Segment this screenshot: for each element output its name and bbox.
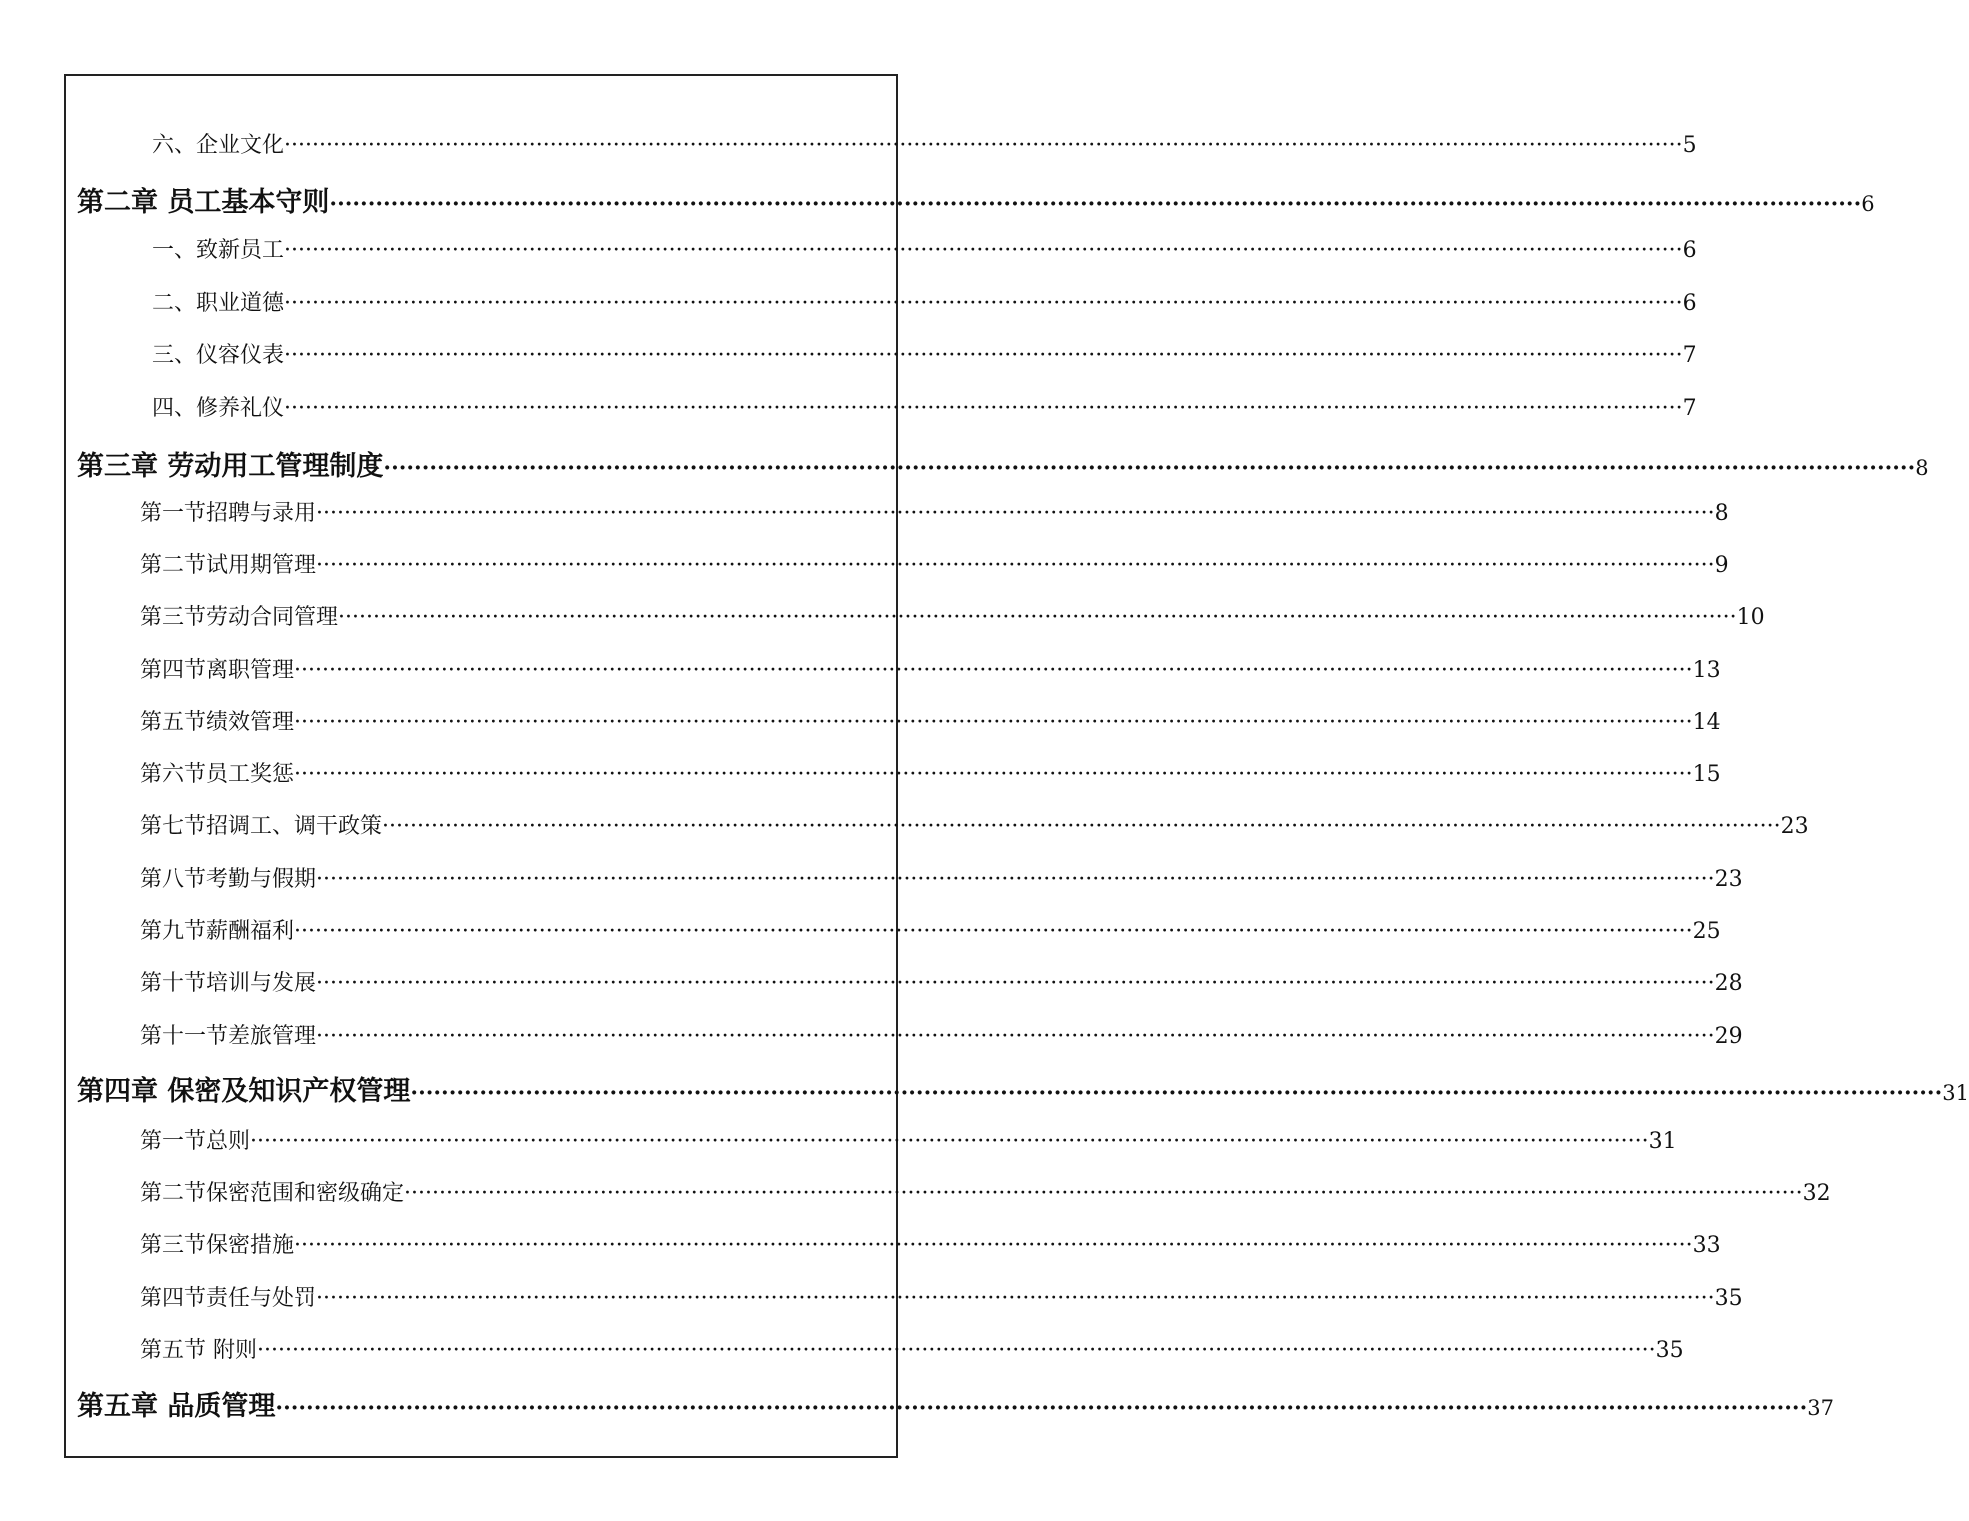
- toc-leader-dots: ········································································································································································································: [316, 1024, 1715, 1049]
- toc-leader-dots: ········································································································································································································: [284, 291, 1683, 316]
- toc-page-number: 7: [1682, 396, 1697, 421]
- toc-leader-dots: ········································································································································································································: [294, 710, 1693, 735]
- toc-entry-label: 一、致新员工: [152, 238, 285, 263]
- toc-leader-dots: ········································································································································································································: [316, 553, 1715, 578]
- toc-entry[interactable]: [140, 914, 1721, 945]
- toc-leader-dots: ········································································································································································································: [383, 455, 1916, 481]
- toc-leader-dots: ········································································································································································································: [404, 1181, 1803, 1206]
- toc-entry-label: 第三节劳动合同管理: [140, 605, 339, 630]
- toc-leader-dots: ········································································································································································································: [284, 133, 1683, 158]
- toc-entry-label: 第四节离职管理: [140, 658, 295, 683]
- toc-entry-label: 第七节招调工、调干政策: [140, 814, 383, 839]
- toc-entry-label: 第一节总则: [140, 1129, 251, 1154]
- toc-entry-label: 第五节 附则: [140, 1338, 257, 1363]
- toc-entry-label: 第四节责任与处罚: [140, 1286, 317, 1311]
- toc-entry[interactable]: [140, 1176, 1831, 1207]
- toc-page-number: 5: [1682, 133, 1697, 158]
- toc-leader-dots: ········································································································································································································: [294, 1233, 1693, 1258]
- toc-page-number: 33: [1692, 1233, 1721, 1258]
- toc-entry[interactable]: [140, 496, 1729, 527]
- toc-entry-label: 四、修养礼仪: [152, 396, 285, 421]
- toc-page-number: 6: [1861, 192, 1875, 216]
- toc-entry[interactable]: [140, 548, 1729, 579]
- toc-leader-dots: ········································································································································································································: [329, 191, 1862, 217]
- toc-entry[interactable]: [140, 1333, 1684, 1364]
- toc-chapter-entry[interactable]: [77, 444, 1929, 483]
- toc-entry-label: 二、职业道德: [152, 291, 285, 316]
- toc-entry-label: 第二章 员工基本守则: [77, 187, 330, 218]
- toc-entry[interactable]: [140, 1281, 1743, 1312]
- toc-page-number: 9: [1714, 553, 1729, 578]
- toc-page-number: 8: [1915, 456, 1929, 480]
- toc-leader-dots: ········································································································································································································: [284, 343, 1683, 368]
- toc-page-number: 10: [1736, 605, 1765, 630]
- toc-entry-label: 第六节员工奖惩: [140, 762, 295, 787]
- toc-entry-label: 第五节绩效管理: [140, 710, 295, 735]
- toc-page-number: 37: [1807, 1396, 1834, 1420]
- toc-entry[interactable]: [140, 600, 1765, 631]
- toc-leader-dots: ········································································································································································································: [316, 971, 1715, 996]
- toc-entry[interactable]: [140, 705, 1721, 736]
- toc-chapter-entry[interactable]: [77, 180, 1875, 219]
- toc-page-number: 35: [1714, 1286, 1743, 1311]
- toc-page-number: 13: [1692, 658, 1721, 683]
- toc-leader-dots: ········································································································································································································: [294, 762, 1693, 787]
- toc-entry-label: 第四章 保密及知识产权管理: [77, 1076, 411, 1107]
- toc-entry-label: 第三章 劳动用工管理制度: [77, 451, 384, 482]
- toc-leader-dots: ········································································································································································································: [316, 1286, 1715, 1311]
- toc-entry[interactable]: [152, 391, 1697, 422]
- toc-leader-dots: ········································································································································································································: [257, 1338, 1656, 1363]
- toc-leader-dots: ········································································································································································································: [410, 1080, 1943, 1106]
- toc-leader-dots: ········································································································································································································: [294, 658, 1693, 683]
- toc-entry[interactable]: [140, 966, 1743, 997]
- toc-page-number: 31: [1942, 1081, 1969, 1105]
- toc-entry[interactable]: [140, 1228, 1721, 1259]
- toc-entry[interactable]: [152, 233, 1697, 264]
- toc-page-number: 29: [1714, 1024, 1743, 1049]
- toc-leader-dots: ········································································································································································································: [338, 605, 1737, 630]
- toc-entry[interactable]: [140, 809, 1809, 840]
- toc-page-number: 28: [1714, 971, 1743, 996]
- toc-page-number: 14: [1692, 710, 1721, 735]
- toc-entry[interactable]: [140, 1124, 1677, 1155]
- toc-leader-dots: ········································································································································································································: [284, 238, 1683, 263]
- toc-leader-dots: ········································································································································································································: [250, 1129, 1649, 1154]
- toc-entry[interactable]: [140, 757, 1721, 788]
- toc-entry-label: 六、企业文化: [152, 133, 285, 158]
- toc-page-number: 6: [1682, 291, 1697, 316]
- toc-entry[interactable]: [140, 1019, 1743, 1050]
- toc-page-number: 15: [1692, 762, 1721, 787]
- toc-entry-label: 第八节考勤与假期: [140, 867, 317, 892]
- toc-leader-dots: ········································································································································································································: [316, 501, 1715, 526]
- toc-page-number: 23: [1714, 867, 1743, 892]
- toc-page-number: 32: [1802, 1181, 1831, 1206]
- toc-chapter-entry[interactable]: [77, 1384, 1834, 1423]
- toc-entry-label: 第十一节差旅管理: [140, 1024, 317, 1049]
- toc-entry-label: 第二节试用期管理: [140, 553, 317, 578]
- toc-page-number: 8: [1714, 501, 1729, 526]
- toc-leader-dots: ········································································································································································································: [382, 814, 1781, 839]
- toc-page-number: 7: [1682, 343, 1697, 368]
- toc-entry[interactable]: [140, 862, 1743, 893]
- toc-entry-label: 第一节招聘与录用: [140, 501, 317, 526]
- toc-leader-dots: ········································································································································································································: [316, 867, 1715, 892]
- toc-entry[interactable]: [152, 128, 1697, 159]
- toc-entry-label: 第五章 品质管理: [77, 1391, 276, 1422]
- toc-entry-label: 第三节保密措施: [140, 1233, 295, 1258]
- toc-page-number: 31: [1648, 1129, 1677, 1154]
- toc-entry[interactable]: [152, 286, 1697, 317]
- toc-entry[interactable]: [140, 653, 1721, 684]
- toc-page-number: 6: [1682, 238, 1697, 263]
- toc-leader-dots: ········································································································································································································: [275, 1395, 1808, 1421]
- toc-entry-label: 三、仪容仪表: [152, 343, 285, 368]
- toc-leader-dots: ········································································································································································································: [284, 396, 1683, 421]
- toc-entry[interactable]: [152, 338, 1697, 369]
- toc-chapter-entry[interactable]: [77, 1069, 1969, 1108]
- toc-page-number: 25: [1692, 919, 1721, 944]
- toc-page-number: 23: [1780, 814, 1809, 839]
- toc-entry-label: 第十节培训与发展: [140, 971, 317, 996]
- toc-leader-dots: ········································································································································································································: [294, 919, 1693, 944]
- toc-entry-label: 第九节薪酬福利: [140, 919, 295, 944]
- toc-page-number: 35: [1655, 1338, 1684, 1363]
- toc-entry-label: 第二节保密范围和密级确定: [140, 1181, 405, 1206]
